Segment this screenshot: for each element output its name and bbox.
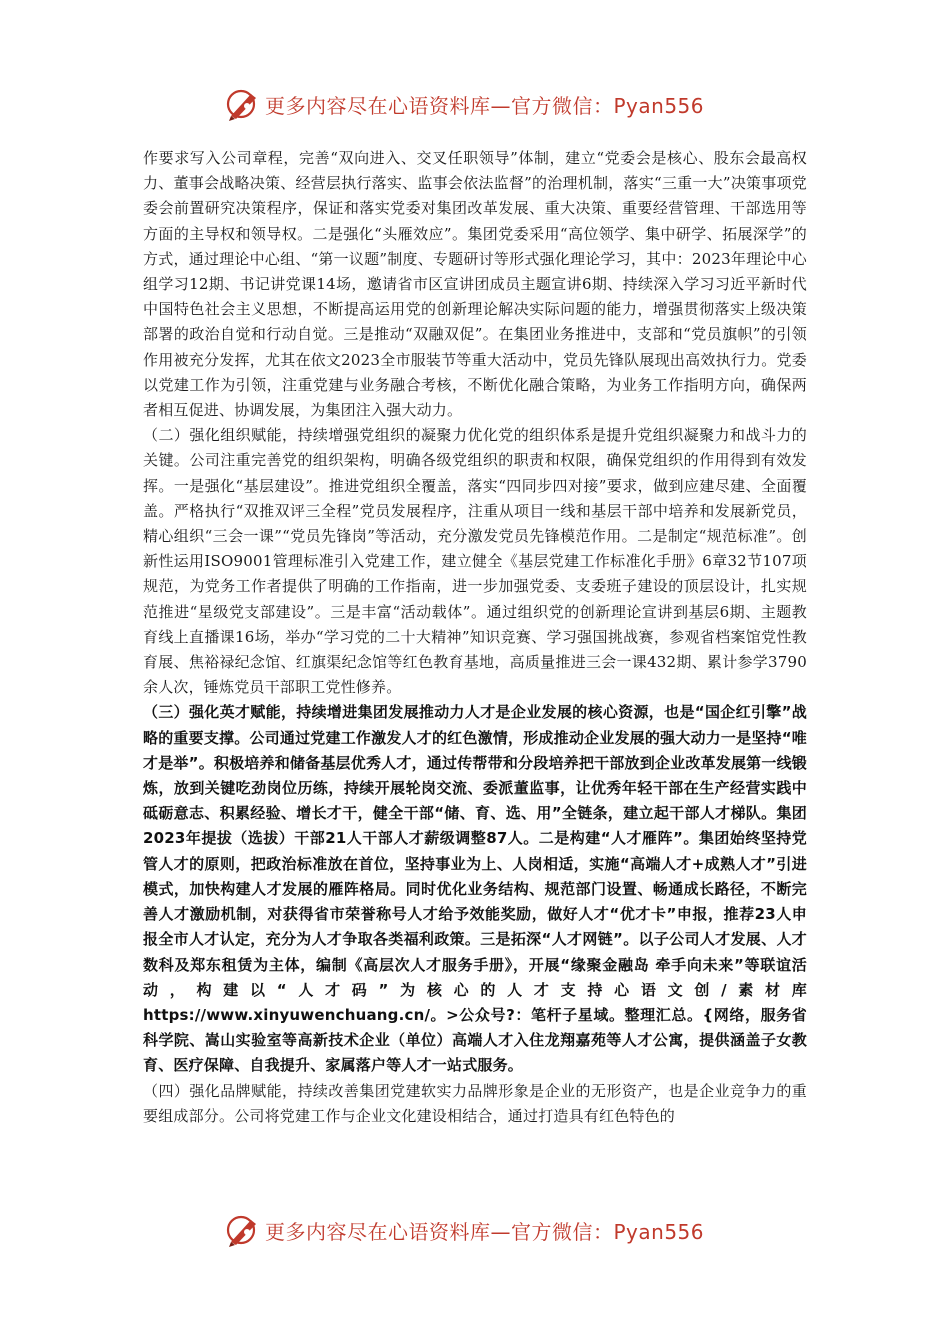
- document-body: [143, 146, 807, 1129]
- footer-banner-text: 更多内容尽在心语资料库—官方微信：Pyan556: [265, 1219, 705, 1244]
- paragraph-1: 作要求写入公司章程，完善“双向进入、交叉任职领导”体制，建立“党委会是核心、股东会最高权力、董事会战略决策、经营层执行落实、监事会依法监督”的治理机制，落实“三重一大”决策事项党委会前置研究决策程序，保证和落实党委对集团改革发展、重大决策、重要经营管理、干部选用等方面的主导权和领导权。二是强化“头雁效应”。集团党委采用“高位领学、集中研学、拓展深学”的方式，通过理论中心组、“第一议题”制度、专题研讨等形式强化理论学习，其中：2023年理论中心组学习12期、书记讲党课14场，邀请省市区宣讲团成员主题宣讲6期、持续深入学习习近平新时代中国特色社会主义思想，不断提高运用党的创新理论解决实际问题的能力，增强贯彻落实上级决策部署的政治自觉和行动自觉。三是推动“双融双促”。在集团业务推进中，支部和“党员旗帜”的引领作用被充分发挥，尤其在依文2023全市服装节等重大活动中，党员先锋队展现出高效执行力。党委以党建工作为引领，注重党建与业务融合考核，不断优化融合策略，为业务工作指明方向，确保两者相互促进、协调发展，为集团注入强大动力。: [143, 149, 807, 420]
- paragraph-3: （三）强化英才赋能，持续增进集团发展推动力人才是企业发展的核心资源，也是“国企红引擎”战略的重要支撑。公司通过党建工作激发人才的红色激情，形成推动企业发展的强大动力一是坚持“唯才是举”。积极培养和储备基层优秀人才，通过传帮带和分段培养把干部放到企业改革发展第一线锻炼，放到关键吃劲岗位历练，持续开展轮岗交流、委派董监事，让优秀年轻干部在生产经营实践中砥砺意志、积累经验、增长才干，健全干部“储、育、选、用”全链条，建立起干部人才梯队。集团2023年提拔（选拔）干部21人干部人才薪级调整87人。二是构建“人才雁阵”。集团始终坚持党管人才的原则，把政治标准放在首位，坚持事业为上、人岗相适，实施“高端人才+成熟人才”引进模式，加快构建人才发展的雁阵格局。同时优化业务结构、规范部门设置、畅通成长路径，不断完善人才激励机制，对获得省市荣誉称号人才给予效能奖励，做好人才“优才卡”申报，推荐23人申报全市人才认定，充分为人才争取各类福利政策。三是拓深“人才网链”。以子公司人才发展、人才数科及郑东租赁为主体，编制《高层次人才服务手册》，开展“缘聚金融岛 牵手向未来”等联谊活动，构建以“人才码”为核心的人才支持心语文创/素材库https://www.xinyuwenchuang.cn/。>公众号?：笔杆子星域。整理汇总。{网络，服务省科学院、嵩山实验室等高新技术企业（单位）高端人才入住龙翔嘉苑等人才公寓，提供涵盖子女教育、医疗保障、自我提升、家属落户等人才一站式服务。: [143, 703, 807, 1075]
- footer-banner: [225, 1210, 725, 1250]
- header-banner-text: 更多内容尽在心语资料库—官方微信：Pyan556: [265, 93, 705, 118]
- paragraph-4: （四）强化品牌赋能，持续改善集团党建软实力品牌形象是企业的无形资产，也是企业竞争力的重要组成部分。公司将党建工作与企业文化建设相结合，通过打造具有红色特色的: [143, 1081, 807, 1125]
- pen-logo-icon: [225, 86, 261, 122]
- pen-logo-icon: [225, 1212, 261, 1248]
- paragraph-2: （二）强化组织赋能，持续增强党组织的凝聚力优化党的组织体系是提升党组织凝聚力和战斗力的关键。公司注重完善党的组织架构，明确各级党组织的职责和权限，确保党组织的作用得到有效发挥。一是强化“基层建设”。推进党组织全覆盖，落实“四同步四对接”要求，做到应建尽建、全面覆盖。严格执行“双推双评三全程”党员发展程序，注重从项目一线和基层干部中培养和发展新党员，精心组织“三会一课”“党员先锋岗”等活动，充分激发党员先锋模范作用。二是制定“规范标准”。创新性运用ISO9001管理标准引入党建工作，建立健全《基层党建工作标准化手册》6章32节107项规范，为党务工作者提供了明确的工作指南，进一步加强党委、支委班子建设的顶层设计，扎实规范推进“星级党支部建设”。三是丰富“活动载体”。通过组织党的创新理论宣讲到基层6期、主题教育线上直播课16场，举办“学习党的二十大精神”知识竞赛、学习强国挑战赛，参观省档案馆党性教育展、焦裕禄纪念馆、红旗渠纪念馆等红色教育基地，高质量推进三会一课432期、累计参学3790余人次，锤炼党员干部职工党性修养。: [143, 426, 807, 697]
- header-banner: [225, 84, 725, 124]
